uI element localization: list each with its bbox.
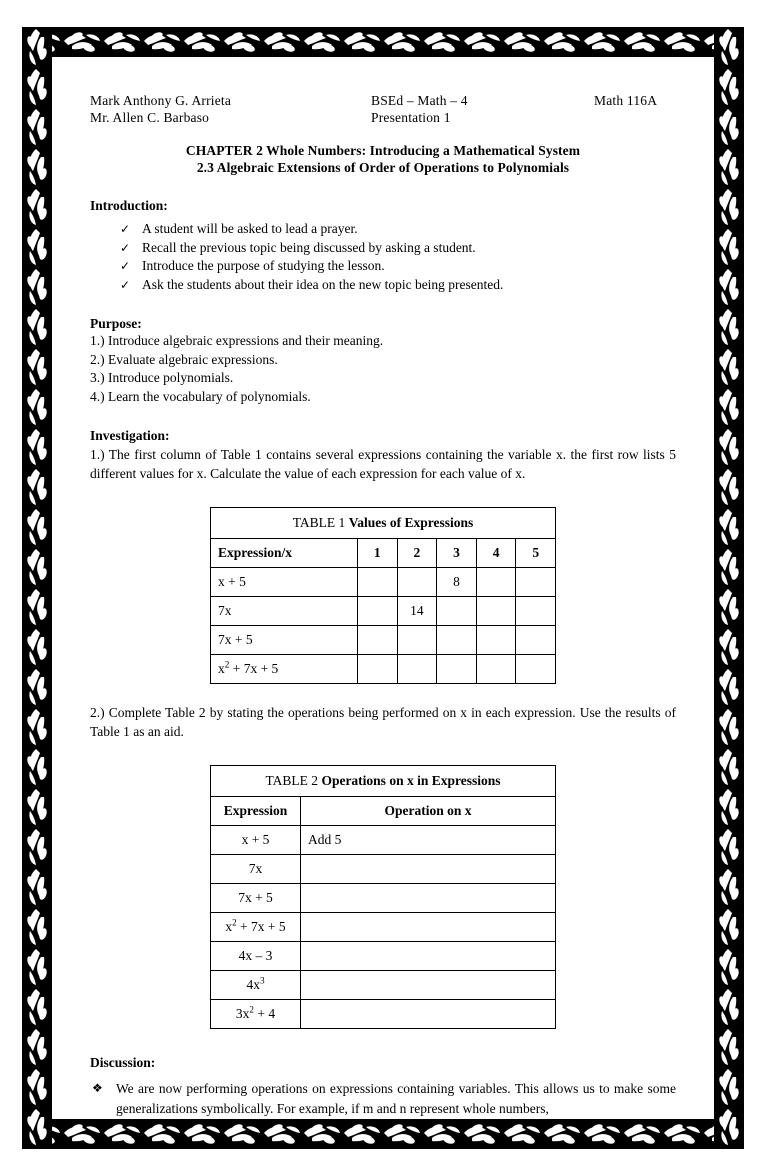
table-header-row <box>210 539 555 568</box>
list-item <box>90 239 676 258</box>
decorative-border-left <box>22 27 52 1149</box>
check-icon: ✓ <box>120 222 131 236</box>
expression-cell <box>211 971 301 1000</box>
value-cell <box>437 655 477 684</box>
expression-exponent: 2 <box>224 659 230 670</box>
operation-cell <box>301 942 556 971</box>
expression-tail: + 7x + 5 <box>229 661 279 676</box>
table-header-row <box>211 797 556 826</box>
document-page <box>22 27 744 1149</box>
table-one-col-header: 2 <box>397 539 437 568</box>
expression-base: x <box>217 661 225 676</box>
header-meta-row-2 <box>90 110 676 127</box>
value-cell <box>357 597 397 626</box>
table-one-col-header: 5 <box>516 539 556 568</box>
investigation-item-2: 2.) Complete Table 2 by stating the operations being performed on x in each expression. Use the results of Table 1 as an aid. <box>90 705 676 739</box>
diamond-bullet-icon: ❖ <box>92 1081 103 1095</box>
value-cell <box>397 626 437 655</box>
section-title: 2.3 Algebraic Extensions of Order of Operations to Polynomials <box>196 160 570 175</box>
table-caption-row <box>211 766 556 797</box>
expression-cell <box>211 1000 301 1029</box>
value-cell <box>437 626 477 655</box>
header-meta <box>90 93 676 127</box>
document-content <box>52 57 714 1119</box>
expression-base: 7x <box>248 861 263 876</box>
value-cell: 14 <box>397 597 437 626</box>
value-cell <box>516 597 556 626</box>
value-cell <box>516 626 556 655</box>
table-one-col-header: 1 <box>357 539 397 568</box>
value-cell <box>476 655 516 684</box>
table-caption-row <box>210 508 555 539</box>
introduction-heading: Introduction: <box>90 198 168 213</box>
expression-base: 7x <box>217 603 232 618</box>
caption-bold: Values of Expressions <box>348 515 474 530</box>
student-name: Mark Anthony G. Arrieta <box>90 93 232 108</box>
decorative-border-top <box>22 27 744 57</box>
expression-base: x + 5 <box>241 832 270 847</box>
table-two-col-header: Operation on x <box>301 797 556 826</box>
value-cell <box>357 626 397 655</box>
investigation-item-1: 1.) The first column of Table 1 contains several expressions containing the variable x. the first row lists 5 different values for x. Calculate the value of each expression for each value of x. <box>90 447 676 481</box>
table-row <box>211 855 556 884</box>
expression-cell <box>211 942 301 971</box>
expression-base: 7x + 5 <box>217 632 253 647</box>
table-one-wrapper <box>90 507 676 684</box>
chapter-title: CHAPTER 2 Whole Numbers: Introducing a Mathematical System <box>185 143 581 158</box>
list-item: 2.) Evaluate algebraic expressions. <box>90 351 278 367</box>
value-cell <box>397 568 437 597</box>
expression-cell <box>211 913 301 942</box>
list-item-text: Recall the previous topic being discussed by asking a student. <box>142 239 476 255</box>
operation-cell <box>301 971 556 1000</box>
table-two-caption <box>211 766 556 797</box>
check-icon: ✓ <box>120 259 131 273</box>
table-row <box>211 1000 556 1029</box>
discussion-list <box>90 1079 676 1118</box>
presentation-label: Presentation 1 <box>371 110 451 125</box>
header-meta-row-1 <box>90 93 676 110</box>
value-cell: 8 <box>437 568 477 597</box>
table-row <box>211 913 556 942</box>
expression-exponent: 3 <box>259 975 265 986</box>
expression-tail: + 7x + 5 <box>236 919 286 934</box>
list-item: 4.) Learn the vocabulary of polynomials. <box>90 388 311 404</box>
caption-plain: TABLE 1 <box>292 515 349 530</box>
table-two-col-header: Expression <box>211 797 301 826</box>
operation-cell <box>301 884 556 913</box>
table-one-col-header: Expression/x <box>210 539 357 568</box>
list-item-text: We are now performing operations on expressions containing variables. This allows us to make some generalizations symbolically. For example, if m and n represent whole numbers, <box>116 1081 676 1116</box>
table-two <box>210 765 556 1029</box>
expression-cell <box>211 884 301 913</box>
table-row <box>211 884 556 913</box>
program-label: BSEd – Math – 4 <box>371 93 468 108</box>
expression-cell <box>211 855 301 884</box>
list-item: 3.) Introduce polynomials. <box>90 370 234 385</box>
decorative-border-bottom <box>22 1119 744 1149</box>
value-cell <box>476 597 516 626</box>
table-one-col-header: 4 <box>476 539 516 568</box>
list-item-text: Introduce the purpose of studying the lesson. <box>142 258 385 273</box>
table-one-caption <box>210 508 555 539</box>
list-item-text: A student will be asked to lead a prayer. <box>142 221 358 236</box>
expression-base: x <box>225 919 233 934</box>
value-cell <box>476 568 516 597</box>
check-icon: ✓ <box>120 277 131 292</box>
value-cell <box>357 655 397 684</box>
expression-base: 7x + 5 <box>238 890 273 905</box>
table-one-col-header: 3 <box>437 539 477 568</box>
decorative-border-right <box>714 27 744 1149</box>
list-item <box>90 220 676 239</box>
purpose-heading: Purpose: <box>90 316 142 331</box>
operation-cell: Add 5 <box>301 826 556 855</box>
course-code: Math 116A <box>594 93 658 108</box>
value-cell <box>437 597 477 626</box>
table-row <box>210 626 555 655</box>
discussion-heading: Discussion: <box>90 1055 156 1070</box>
list-item-text: Ask the students about their idea on the new topic being presented. <box>142 276 504 292</box>
value-cell <box>357 568 397 597</box>
table-row <box>210 655 555 684</box>
expression-base: x + 5 <box>217 574 246 589</box>
expression-cell <box>211 826 301 855</box>
investigation-heading: Investigation: <box>90 428 170 443</box>
table-row <box>210 597 555 626</box>
value-cell <box>397 655 437 684</box>
expression-base: 4x <box>246 977 260 992</box>
expression-cell <box>210 597 357 626</box>
expression-cell <box>210 568 357 597</box>
table-row <box>211 971 556 1000</box>
expression-cell <box>210 626 357 655</box>
table-row <box>210 568 555 597</box>
expression-base: 4x – 3 <box>238 948 273 963</box>
introduction-list <box>90 220 676 294</box>
operation-cell <box>301 855 556 884</box>
expression-cell <box>210 655 357 684</box>
instructor-name: Mr. Allen C. Barbaso <box>90 110 210 125</box>
table-row <box>211 826 556 855</box>
list-item <box>90 257 676 276</box>
value-cell <box>516 655 556 684</box>
list-item: 1.) Introduce algebraic expressions and their meaning. <box>90 333 384 348</box>
list-item <box>90 276 676 295</box>
table-row <box>211 942 556 971</box>
operation-cell <box>301 913 556 942</box>
expression-base: 3x <box>235 1006 250 1021</box>
caption-plain: TABLE 2 <box>265 773 322 788</box>
list-item <box>90 1079 676 1118</box>
operation-cell <box>301 1000 556 1029</box>
expression-exponent: 2 <box>232 917 237 928</box>
table-one <box>210 507 556 684</box>
purpose-list <box>90 332 676 406</box>
check-icon: ✓ <box>120 240 131 255</box>
value-cell <box>476 626 516 655</box>
value-cell <box>516 568 556 597</box>
expression-tail: + 4 <box>253 1006 276 1021</box>
table-two-wrapper <box>90 765 676 1029</box>
caption-bold: Operations on x in Expressions <box>321 773 501 788</box>
expression-exponent: 2 <box>249 1004 254 1015</box>
